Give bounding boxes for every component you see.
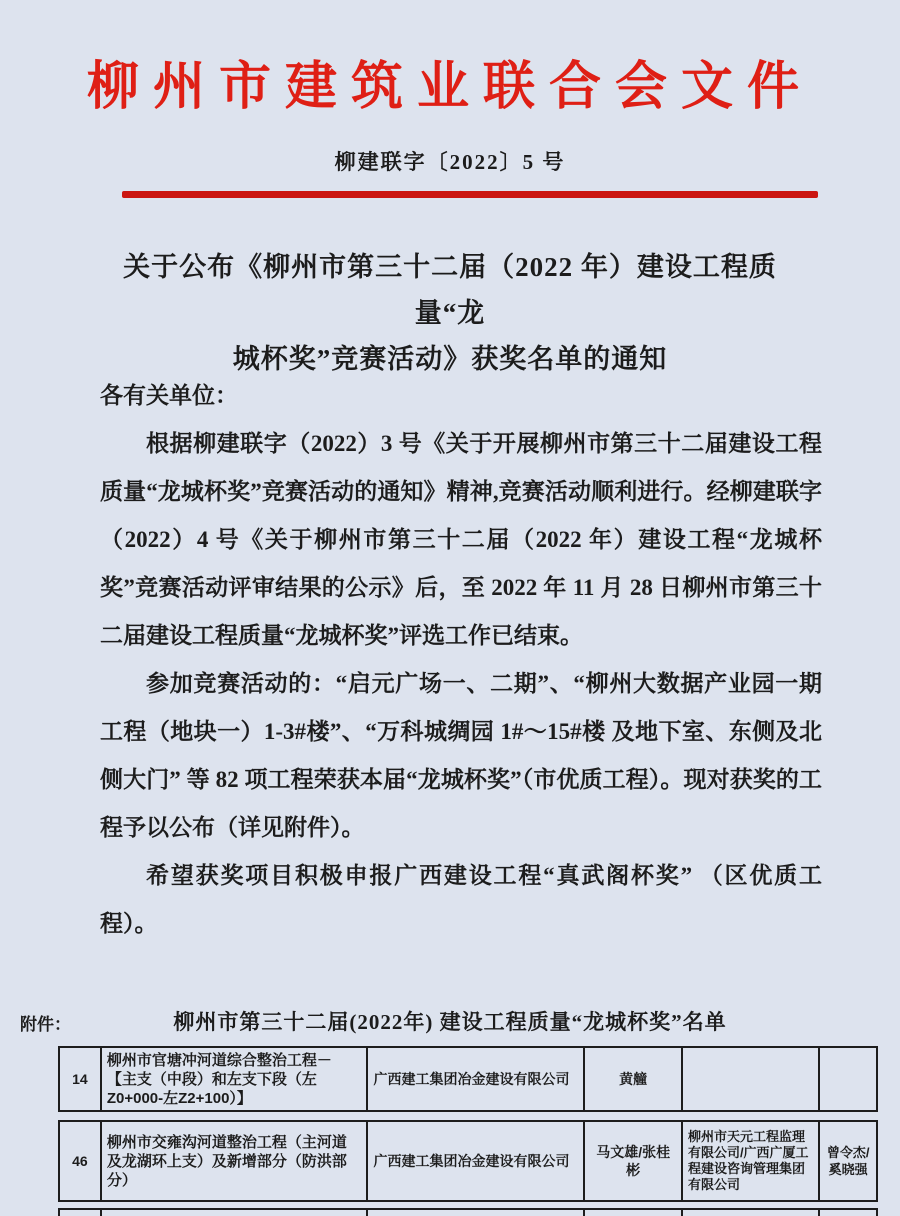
- cell-supervision-rep: [818, 1048, 876, 1110]
- cell-contractor: 广西建工集团冶金建设有限公司: [366, 1122, 583, 1200]
- cell-row-number: [60, 1210, 100, 1216]
- salutation: 各有关单位：: [100, 383, 238, 408]
- notice-body: [100, 372, 822, 948]
- table-row: [58, 1046, 878, 1112]
- notice-title-line1: 关于公布《柳州市第三十二届（2022 年）建设工程质量“龙: [123, 252, 777, 328]
- cell-row-number: 14: [72, 1071, 88, 1087]
- cell-contractor: [366, 1210, 583, 1216]
- red-separator-rule: [122, 191, 818, 198]
- body-paragraph-1: 根据柳建联字（2022）3 号《关于开展柳州市第三十二届建设工程质量“龙城杯奖”竞赛活动的通知》精神,竞赛活动顺利进行。经柳建联字（2022）4 号《关于柳州市第三十二届（2022 年）建设工程“龙城杯奖”竞赛活动评审结果的公示》后，至 2022 年 11 月 28 日柳州市第三十二届建设工程质量“龙城杯奖”评选工作已结束。: [100, 431, 822, 648]
- body-paragraph-3: 希望获奖项目积极申报广西建设工程“真武阁杯奖” （区优质工程）。: [100, 863, 822, 936]
- attachment-label: 附件：: [20, 1015, 71, 1034]
- attachment-title: 柳州市第三十二届(2022年) 建设工程质量“龙城杯奖”名单: [173, 1010, 727, 1034]
- cell-project-manager: [583, 1210, 681, 1216]
- cell-contractor: 广西建工集团冶金建设有限公司: [366, 1048, 583, 1110]
- notice-title: [90, 244, 810, 382]
- notice-title-line2: 城杯奖”竞赛活动》获奖名单的通知: [232, 344, 668, 374]
- body-paragraph-2: 参加竞赛活动的：“启元广场一、二期”、“柳州大数据产业园一期工程（地块一）1-3#楼”、“万科城绸园 1#～15#楼 及地下室、东侧及北侧大门” 等 82 项工程荣获本届“龙城杯奖”（市优质工程）。现对获奖的工程予以公布（详见附件）。: [100, 671, 822, 840]
- awards-table: [58, 1046, 878, 1216]
- cell-supervision-rep: [818, 1210, 876, 1216]
- table-row-cutoff: [58, 1208, 878, 1216]
- cell-supervision-company: [681, 1210, 818, 1216]
- cell-supervision-rep: 曾令杰/奚晓强: [818, 1122, 876, 1200]
- cell-supervision-company: [681, 1048, 818, 1110]
- cell-project-manager: 马文雄/张桂彬: [583, 1122, 681, 1200]
- document-number: 柳建联字〔2022〕5 号: [334, 150, 566, 174]
- letterhead-title: 柳州市建筑业联合会文件: [86, 59, 813, 116]
- table-row: [58, 1120, 878, 1202]
- cell-project-name: 柳州市官塘冲河道综合整治工程－【主支（中段）和左支下段（左Z0+000-左Z2+100）】: [100, 1048, 367, 1110]
- cell-project-name: 柳州市交雍沟河道整治工程（主河道及龙湖环上支）及新增部分（防洪部分）: [100, 1122, 367, 1200]
- cell-project-name: [100, 1210, 367, 1216]
- attachment-header: [0, 1006, 900, 1036]
- cell-supervision-company: 柳州市天元工程监理有限公司/广西广厦工程建设咨询管理集团有限公司: [681, 1122, 818, 1200]
- cell-project-manager: 黄艟: [583, 1048, 681, 1110]
- cell-row-number: 46: [72, 1153, 88, 1169]
